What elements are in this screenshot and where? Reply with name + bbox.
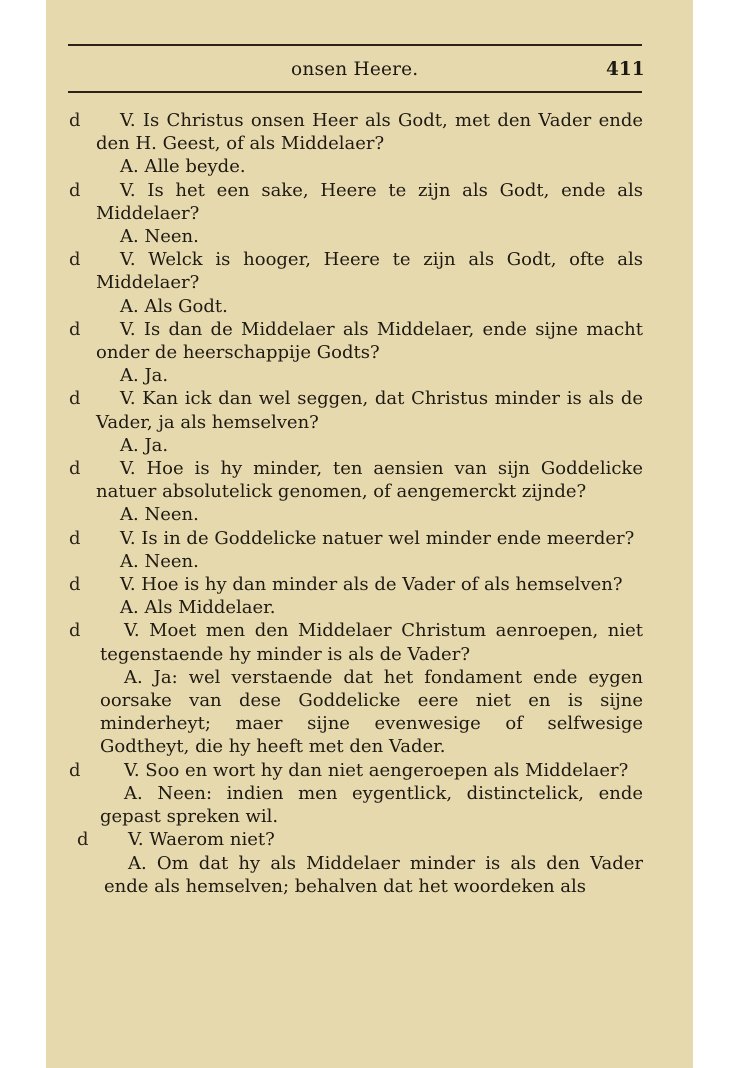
answer: A. Neen. <box>120 226 199 248</box>
qa-entry <box>0 828 738 898</box>
catechism-text <box>0 109 738 898</box>
running-header-title: onsen Heere. <box>291 59 419 80</box>
qa-entry <box>0 318 738 388</box>
qa-entry <box>0 619 738 758</box>
header-top-rule <box>68 44 642 46</box>
qa-entry <box>0 527 738 573</box>
margin-marker: d <box>69 318 81 340</box>
question: V. Is in de Goddelicke natuer wel minder ende meerder? <box>120 527 635 549</box>
answer: A. Als Middelaer. <box>120 597 276 619</box>
margin-marker: d <box>69 179 81 201</box>
qa-entry <box>0 387 738 457</box>
qa-entry <box>0 109 738 179</box>
qa-entry <box>0 248 738 318</box>
question: V. Hoe is hy dan minder als de Vader of als hemselven? <box>120 574 623 596</box>
margin-marker: d <box>69 620 81 642</box>
question: V. Is het een sake, Heere te zijn als Godt, ende als Middelaer? <box>96 179 643 224</box>
question: V. Is dan de Middelaer als Middelaer, ende sijne macht onder de heerschappije Godts? <box>96 318 643 364</box>
qa-entry <box>0 759 738 829</box>
qa-entry <box>0 457 738 527</box>
answer: A. Neen: indien men eygentlick, distinctelick, ende gepast spreken wil. <box>100 782 643 828</box>
question: V. Soo en wort hy dan niet aengeroepen als Middelaer? <box>124 759 629 781</box>
answer: A. Ja: wel verstaende dat het fondament ende eygen oorsake van dese Goddelicke eere niet en is sijne minderheyt; maer sijne evenwesige of selfwesige Godtheyt, die hy heeft met den Vader. <box>100 666 643 758</box>
answer: A. Neen. <box>120 550 199 572</box>
answer: A. Als Godt. <box>120 295 228 317</box>
qa-entry <box>0 179 738 249</box>
question: V. Welck is hooger, Heere te zijn als Godt, ofte als Middelaer? <box>96 249 643 294</box>
margin-marker: d <box>69 759 81 781</box>
margin-marker: d <box>77 829 89 851</box>
margin-marker: d <box>69 458 81 480</box>
margin-marker: d <box>69 574 81 596</box>
question: V. Is Christus onsen Heer als Godt, met den Vader ende den H. Geest, of als Middelaer? <box>96 110 643 155</box>
header-bottom-rule <box>68 91 642 93</box>
answer: A. Om dat hy als Middelaer minder is als den Vader ende als hemselven; behalven dat het woordeken als <box>104 852 643 897</box>
question: V. Hoe is hy minder, ten aensien van sijn Goddelicke natuer absolutelick genomen, of aengemerckt zijnde? <box>96 458 643 503</box>
question: V. Kan ick dan wel seggen, dat Christus minder is als de Vader, ja als hemselven? <box>96 388 643 433</box>
margin-marker: d <box>69 388 81 410</box>
qa-entry <box>0 573 738 619</box>
margin-marker: d <box>69 110 81 131</box>
answer: A. Neen. <box>120 504 199 526</box>
answer: A. Ja. <box>120 365 169 387</box>
margin-marker: d <box>69 249 81 271</box>
answer: A. Alle beyde. <box>120 156 246 178</box>
question: V. Waerom niet? <box>128 829 275 851</box>
margin-marker: d <box>69 527 81 549</box>
question: V. Moet men den Middelaer Christum aenroepen, niet tegenstaende hy minder is als de Vader? <box>100 620 643 665</box>
answer: A. Ja. <box>120 434 169 456</box>
page-number: 411 <box>606 59 645 80</box>
